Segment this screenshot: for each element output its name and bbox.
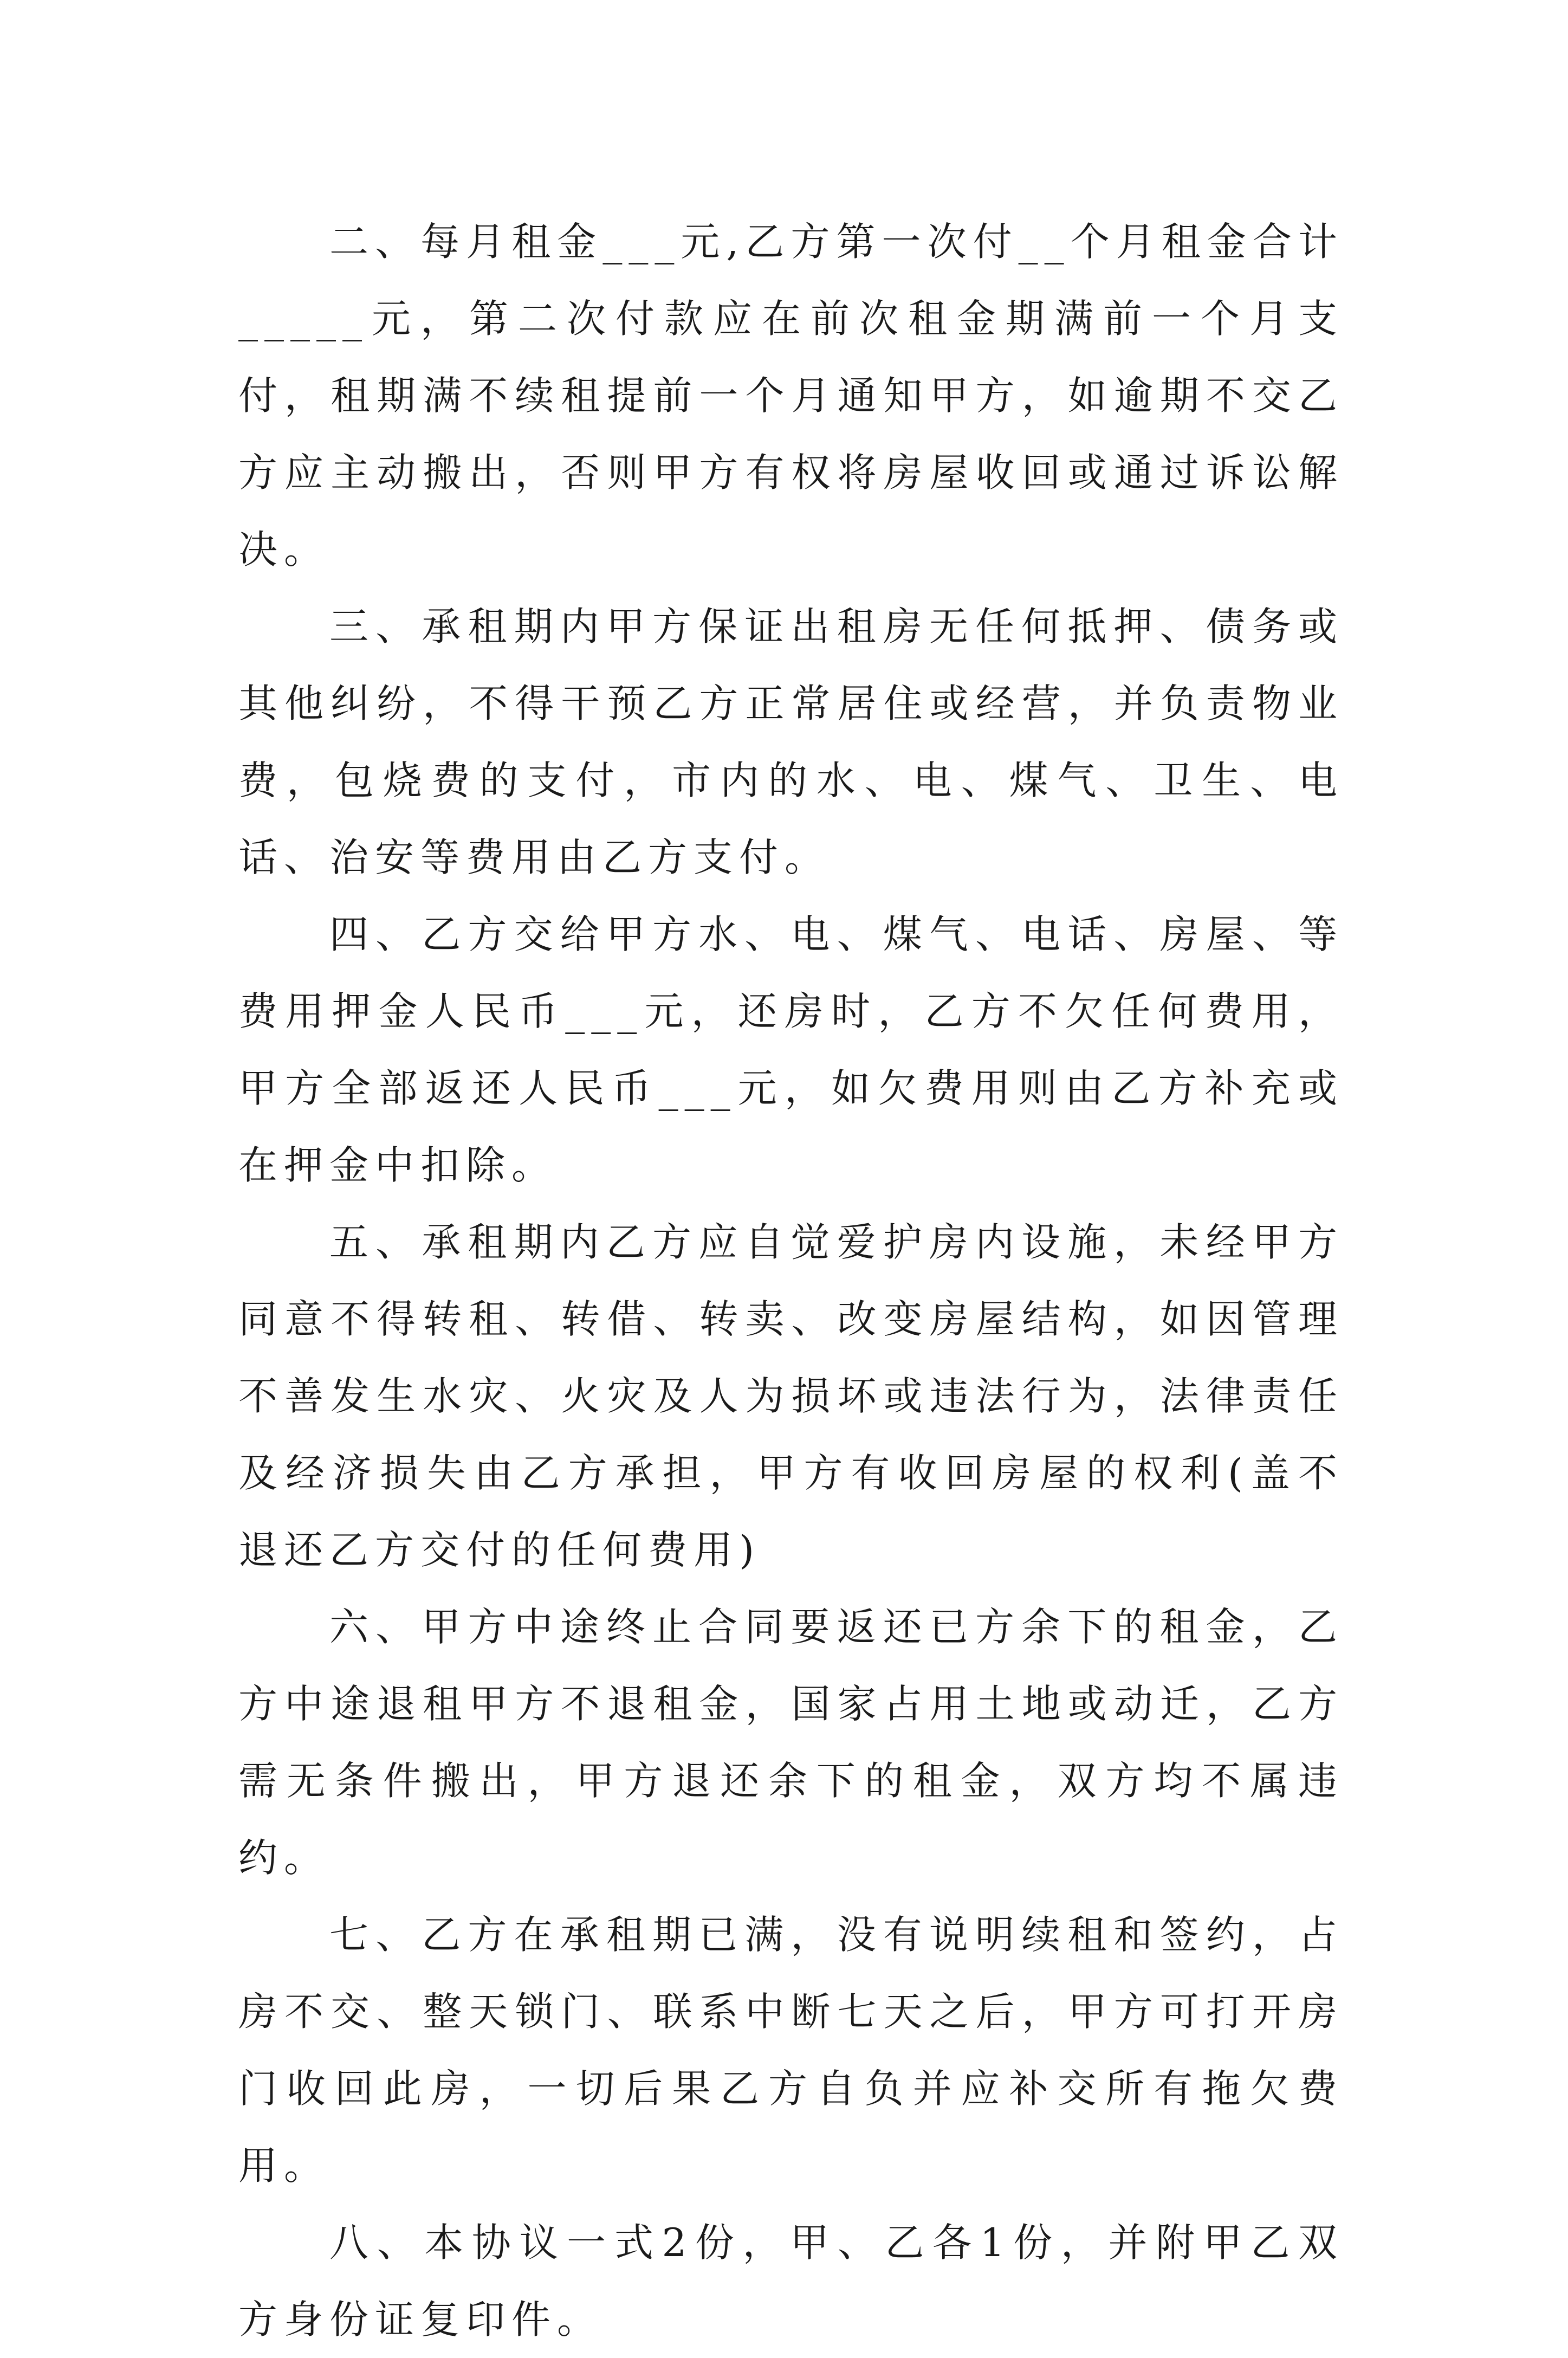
clause-8-paragraph: 八、本协议一式2份，甲、乙各1份，并附甲乙双方身份证复印件。 xyxy=(238,2220,1344,2342)
clause-6-paragraph: 六、甲方中途终止合同要返还已方余下的租金，乙方中途退租甲方不退租金，国家占用土地或动迁，乙方需无条件搬出，甲方退还余下的租金，双方均不属违约。 xyxy=(238,1604,1344,1881)
document-body xyxy=(238,203,1344,2358)
clause-7-paragraph: 七、乙方在承租期已满，没有说明续租和签约，占房不交、整天锁门、联系中断七天之后，甲方可打开房门收回此房，一切后果乙方自负并应补交所有拖欠费用。 xyxy=(238,1912,1344,2188)
clause-4-paragraph: 四、乙方交给甲方水、电、煤气、电话、房屋、等费用押金人民币___元，还房时，乙方不欠任何费用，甲方全部返还人民币___元，如欠费用则由乙方补充或在押金中扣除。 xyxy=(238,912,1344,1188)
clause-2-paragraph: 二、每月租金___元,乙方第一次付__个月租金合计_____元，第二次付款应在前次租金期满前一个月支付，租期满不续租提前一个月通知甲方，如逾期不交乙方应主动搬出，否则甲方有权将房屋收回或通过诉讼解决。 xyxy=(238,219,1344,572)
clause-5-paragraph: 五、承租期内乙方应自觉爱护房内设施，未经甲方同意不得转租、转借、转卖、改变房屋结构，如因管理不善发生水灾、火灾及人为损坏或违法行为，法律责任及经济损失由乙方承担，甲方有收回房屋的权利(盖不退还乙方交付的任何费用) xyxy=(238,1219,1344,1573)
clause-3-paragraph: 三、承租期内甲方保证出租房无任何抵押、债务或其他纠纷，不得干预乙方正常居住或经营，并负责物业费，包烧费的支付，市内的水、电、煤气、卫生、电话、治安等费用由乙方支付。 xyxy=(238,604,1344,880)
